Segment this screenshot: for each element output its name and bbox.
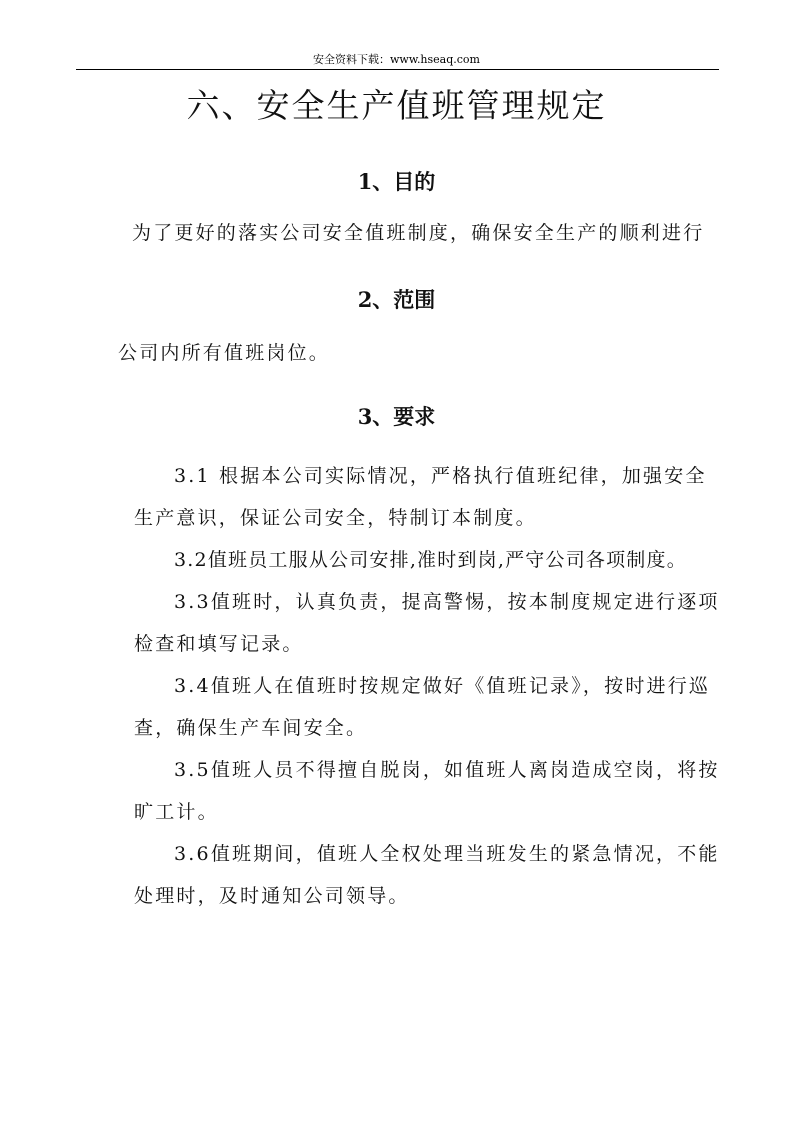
requirement-item: 3.6值班期间，值班人全权处理当班发生的紧急情况，不能处理时，及时通知公司领导。 [134,843,720,907]
section-heading-purpose: 1、目的 [357,169,436,194]
page-header: 安全资料下载：www.hseaq.com [313,53,480,66]
requirement-item: 3.1 根据本公司实际情况，严格执行值班纪律，加强安全生产意识，保证公司安全，特制订本制度。 [134,465,707,529]
requirement-item: 3.4值班人在值班时按规定做好《值班记录》，按时进行巡查，确保生产车间安全。 [134,675,711,739]
requirement-item: 3.2值班员工服从公司安排,准时到岗,严守公司各项制度。 [174,549,687,571]
requirement-item: 3.3值班时，认真负责，提高警惕，按本制度规定进行逐项检查和填写记录。 [134,591,720,655]
section-body-scope: 公司内所有值班岗位。 [118,342,331,364]
document-title: 六、安全生产值班管理规定 [186,86,607,125]
requirements-list [134,455,724,917]
section-heading-scope: 2、范围 [357,287,436,312]
section-heading-requirements: 3、要求 [357,404,436,429]
requirement-item: 3.5值班人员不得擅自脱岗，如值班人离岗造成空岗，将按旷工计。 [134,759,720,823]
section-body-purpose: 为了更好的落实公司安全值班制度，确保安全生产的顺利进行 [132,222,705,244]
header-divider [76,69,719,70]
